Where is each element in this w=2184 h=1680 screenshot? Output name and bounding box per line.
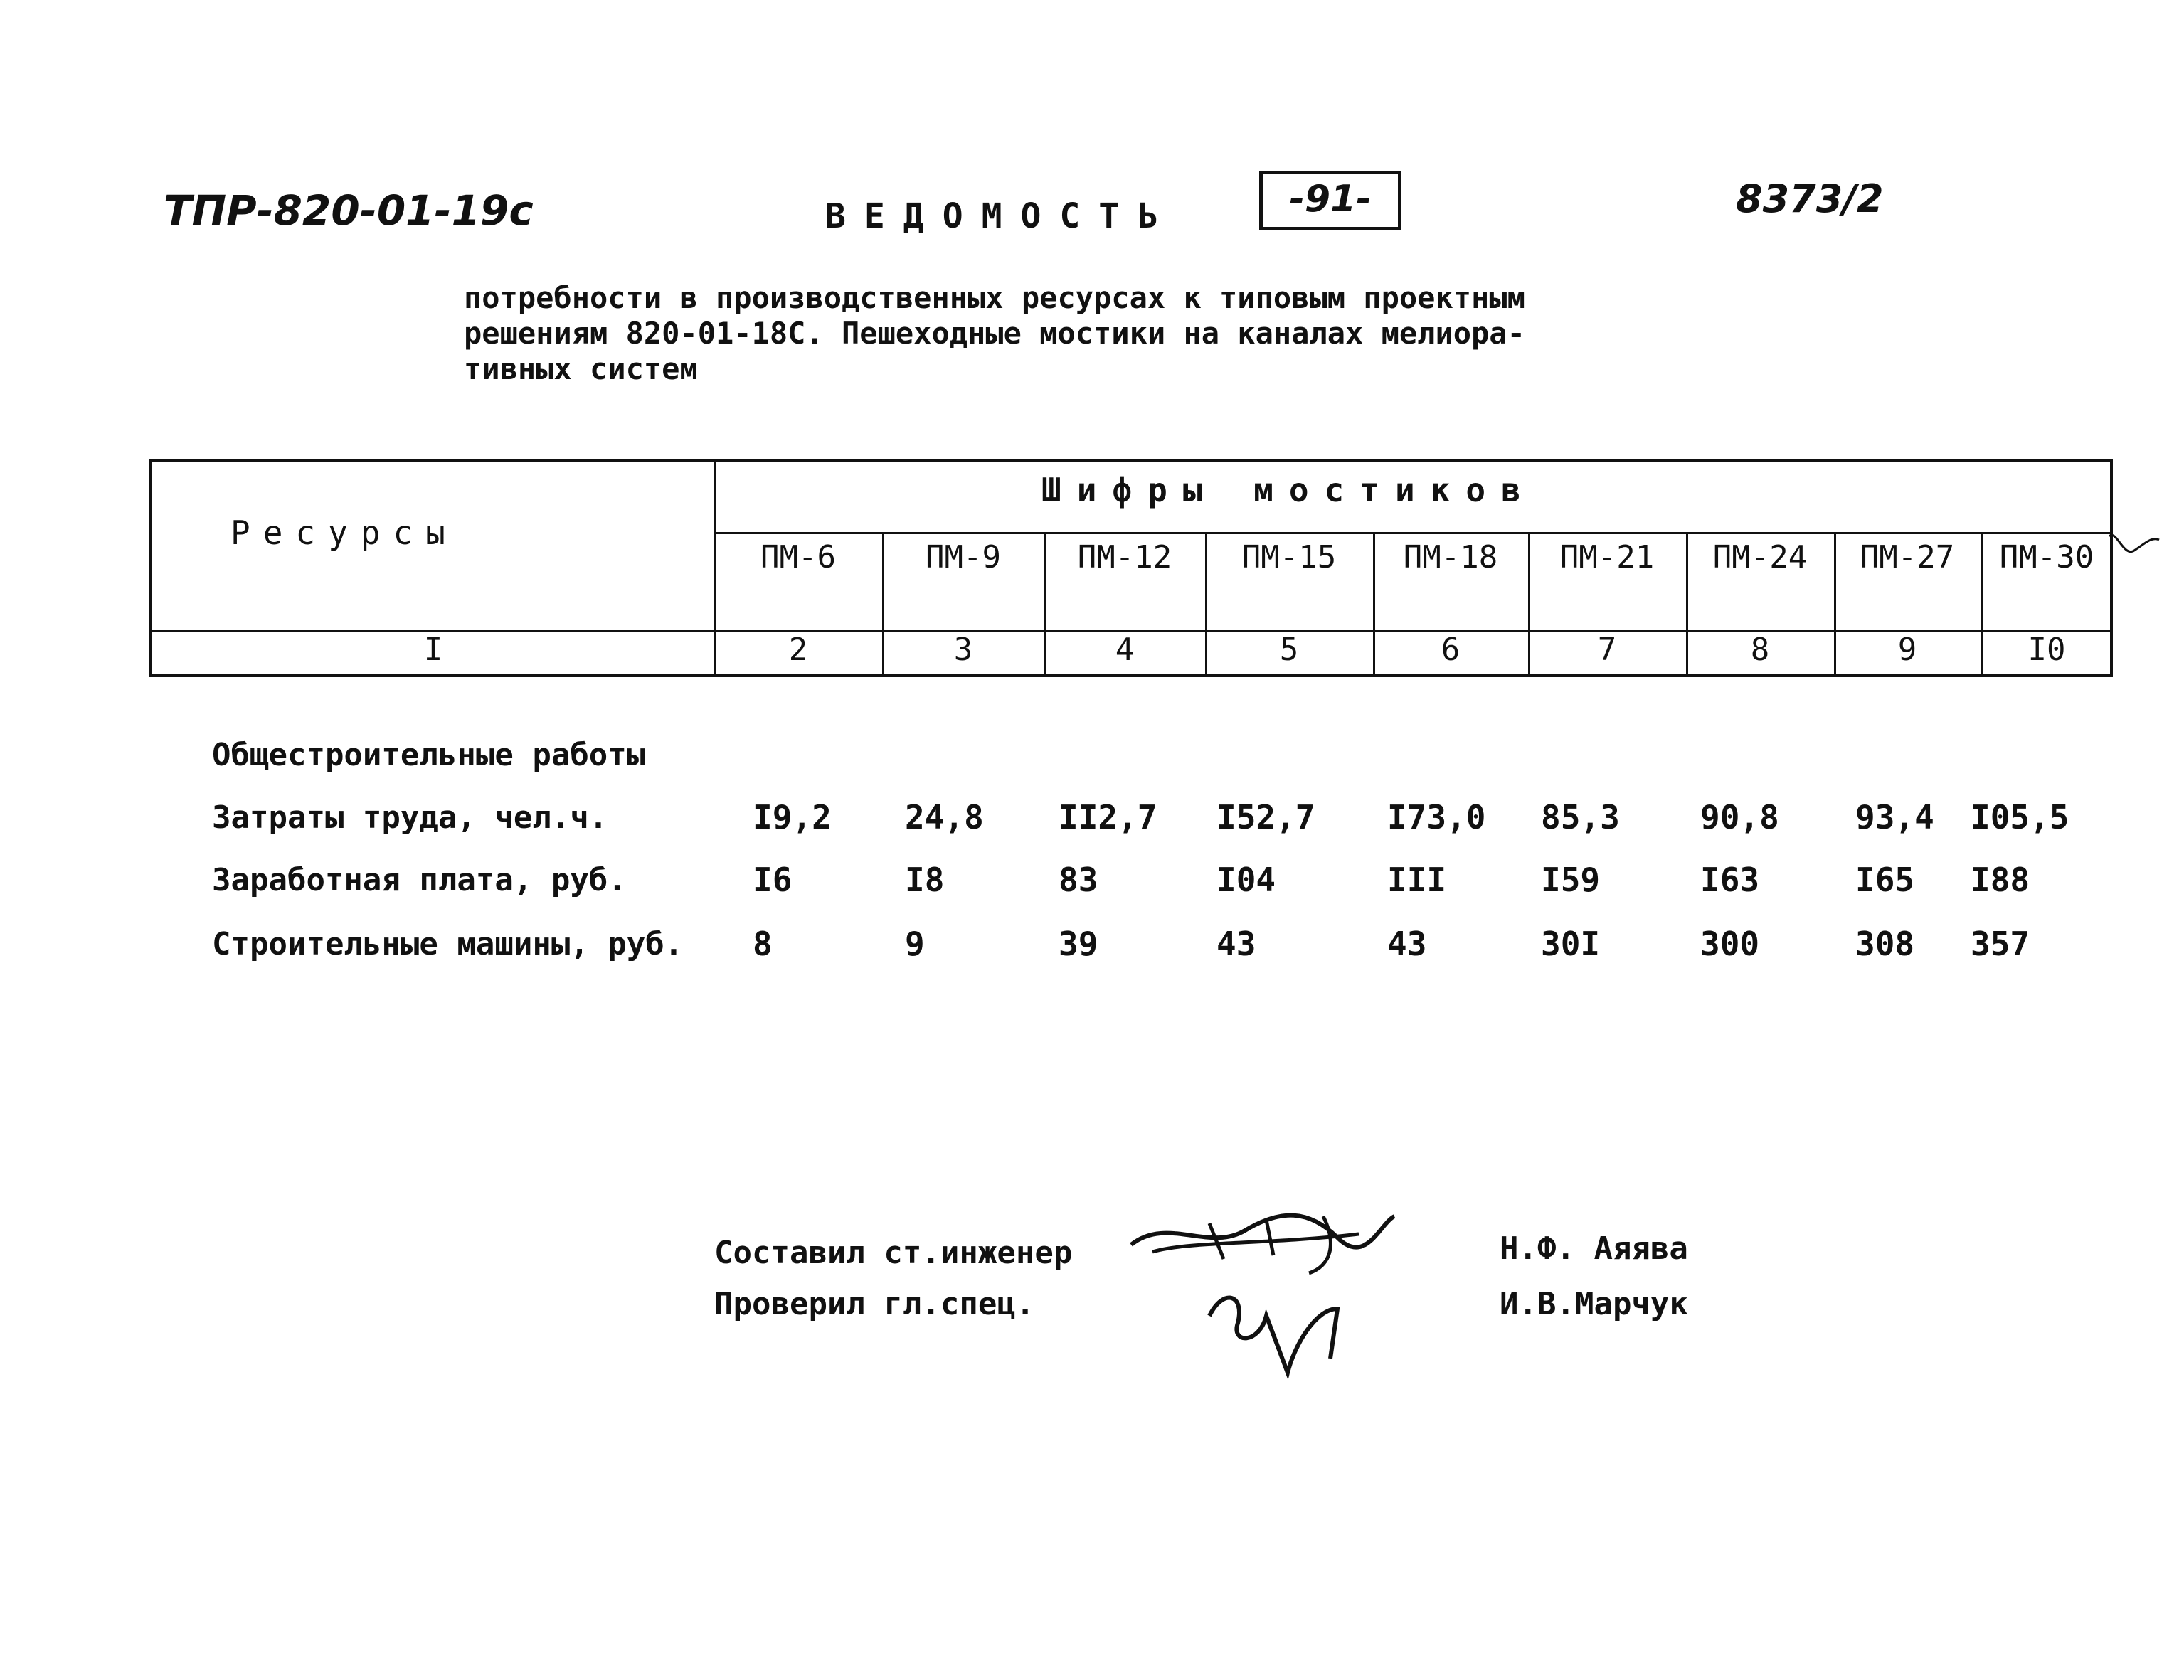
code-pm-9: ПМ-9 bbox=[926, 539, 1001, 575]
code-pm-12: ПМ-12 bbox=[1077, 539, 1172, 575]
labor-pm-18: I73,0 bbox=[1387, 798, 1486, 836]
machines-pm-12: 39 bbox=[1059, 925, 1098, 963]
compiled-by-label: Составил ст.инженер bbox=[714, 1235, 1073, 1271]
labor-pm-9: 24,8 bbox=[905, 798, 984, 836]
row-label-wages: Заработная плата, руб. bbox=[212, 862, 627, 898]
section-title: Общестроительные работы bbox=[212, 737, 646, 773]
column-number: 5 bbox=[1279, 632, 1299, 668]
wages-pm-30: I88 bbox=[1971, 861, 2030, 899]
checked-by-name: И.В.Марчук bbox=[1500, 1286, 1688, 1322]
code-pm-24: ПМ-24 bbox=[1712, 539, 1808, 575]
machines-pm-6: 8 bbox=[753, 925, 773, 963]
labor-pm-6: I9,2 bbox=[753, 798, 832, 836]
code-pm-18: ПМ-18 bbox=[1403, 539, 1498, 575]
code-pm-21: ПМ-21 bbox=[1559, 539, 1655, 575]
wages-pm-12: 83 bbox=[1059, 861, 1098, 899]
subtitle-line-1: потребности в производственных ресурсах к типовым проектным bbox=[464, 280, 1525, 315]
subtitle-line-2: решениям 820-01-18С. Пешеходные мостики на каналах мелиора- bbox=[464, 316, 1525, 351]
compiled-by-name: Н.Ф. Аяява bbox=[1500, 1230, 1688, 1267]
column-number: I0 bbox=[2027, 632, 2066, 668]
column-number: 2 bbox=[788, 632, 808, 668]
column-number: 3 bbox=[953, 632, 973, 668]
machines-pm-15: 43 bbox=[1216, 925, 1256, 963]
labor-pm-15: I52,7 bbox=[1216, 798, 1315, 836]
margin-squiggle-mark bbox=[2106, 529, 2163, 572]
labor-pm-24: 90,8 bbox=[1700, 798, 1779, 836]
column-number: 6 bbox=[1441, 632, 1461, 668]
code-pm-27: ПМ-27 bbox=[1860, 539, 1955, 575]
machines-pm-9: 9 bbox=[905, 925, 925, 963]
wages-pm-6: I6 bbox=[753, 861, 793, 899]
machines-pm-30: 357 bbox=[1971, 925, 2030, 963]
wages-pm-21: I59 bbox=[1541, 861, 1601, 899]
codes-table bbox=[149, 459, 2113, 677]
row-label-labor: Затраты труда, чел.ч. bbox=[212, 799, 608, 836]
column-number: I bbox=[423, 632, 443, 668]
machines-pm-24: 300 bbox=[1700, 925, 1760, 963]
column-number: 4 bbox=[1115, 632, 1135, 668]
checked-by-label: Проверил гл.спец. bbox=[714, 1286, 1035, 1322]
wages-pm-27: I65 bbox=[1855, 861, 1915, 899]
code-pm-15: ПМ-15 bbox=[1241, 539, 1337, 575]
wages-pm-15: I04 bbox=[1216, 861, 1276, 899]
code-pm-6: ПМ-6 bbox=[760, 539, 836, 575]
wages-pm-18: III bbox=[1387, 861, 1447, 899]
row-label-machines: Строительные машины, руб. bbox=[212, 926, 684, 962]
page-number-stamp: -91- bbox=[1259, 171, 1401, 230]
row-divider bbox=[714, 532, 2113, 534]
resources-header: Ресурсы bbox=[230, 514, 458, 552]
column-number: 9 bbox=[1897, 632, 1917, 668]
wages-pm-9: I8 bbox=[905, 861, 945, 899]
labor-pm-27: 93,4 bbox=[1855, 798, 1934, 836]
document-title: ВЕДОМОСТЬ bbox=[825, 196, 1177, 236]
archive-number: 8373/2 bbox=[1736, 176, 1884, 221]
labor-pm-12: II2,7 bbox=[1059, 798, 1157, 836]
document-code: ТПР-820-01-19с bbox=[164, 186, 534, 235]
handwritten-signatures bbox=[1124, 1202, 1409, 1387]
subtitle-line-3: тивных систем bbox=[464, 351, 698, 386]
labor-pm-21: 85,3 bbox=[1541, 798, 1620, 836]
column-number: 7 bbox=[1597, 632, 1617, 668]
labor-pm-30: I05,5 bbox=[1971, 798, 2069, 836]
column-number: 8 bbox=[1750, 632, 1770, 668]
machines-pm-27: 308 bbox=[1855, 925, 1915, 963]
machines-pm-18: 43 bbox=[1387, 925, 1427, 963]
code-pm-30: ПМ-30 bbox=[1999, 539, 2094, 575]
wages-pm-24: I63 bbox=[1700, 861, 1760, 899]
machines-pm-21: 30I bbox=[1541, 925, 1601, 963]
document-subtitle bbox=[464, 280, 1616, 387]
codes-group-header: Шифры мостиков bbox=[1041, 471, 1537, 509]
